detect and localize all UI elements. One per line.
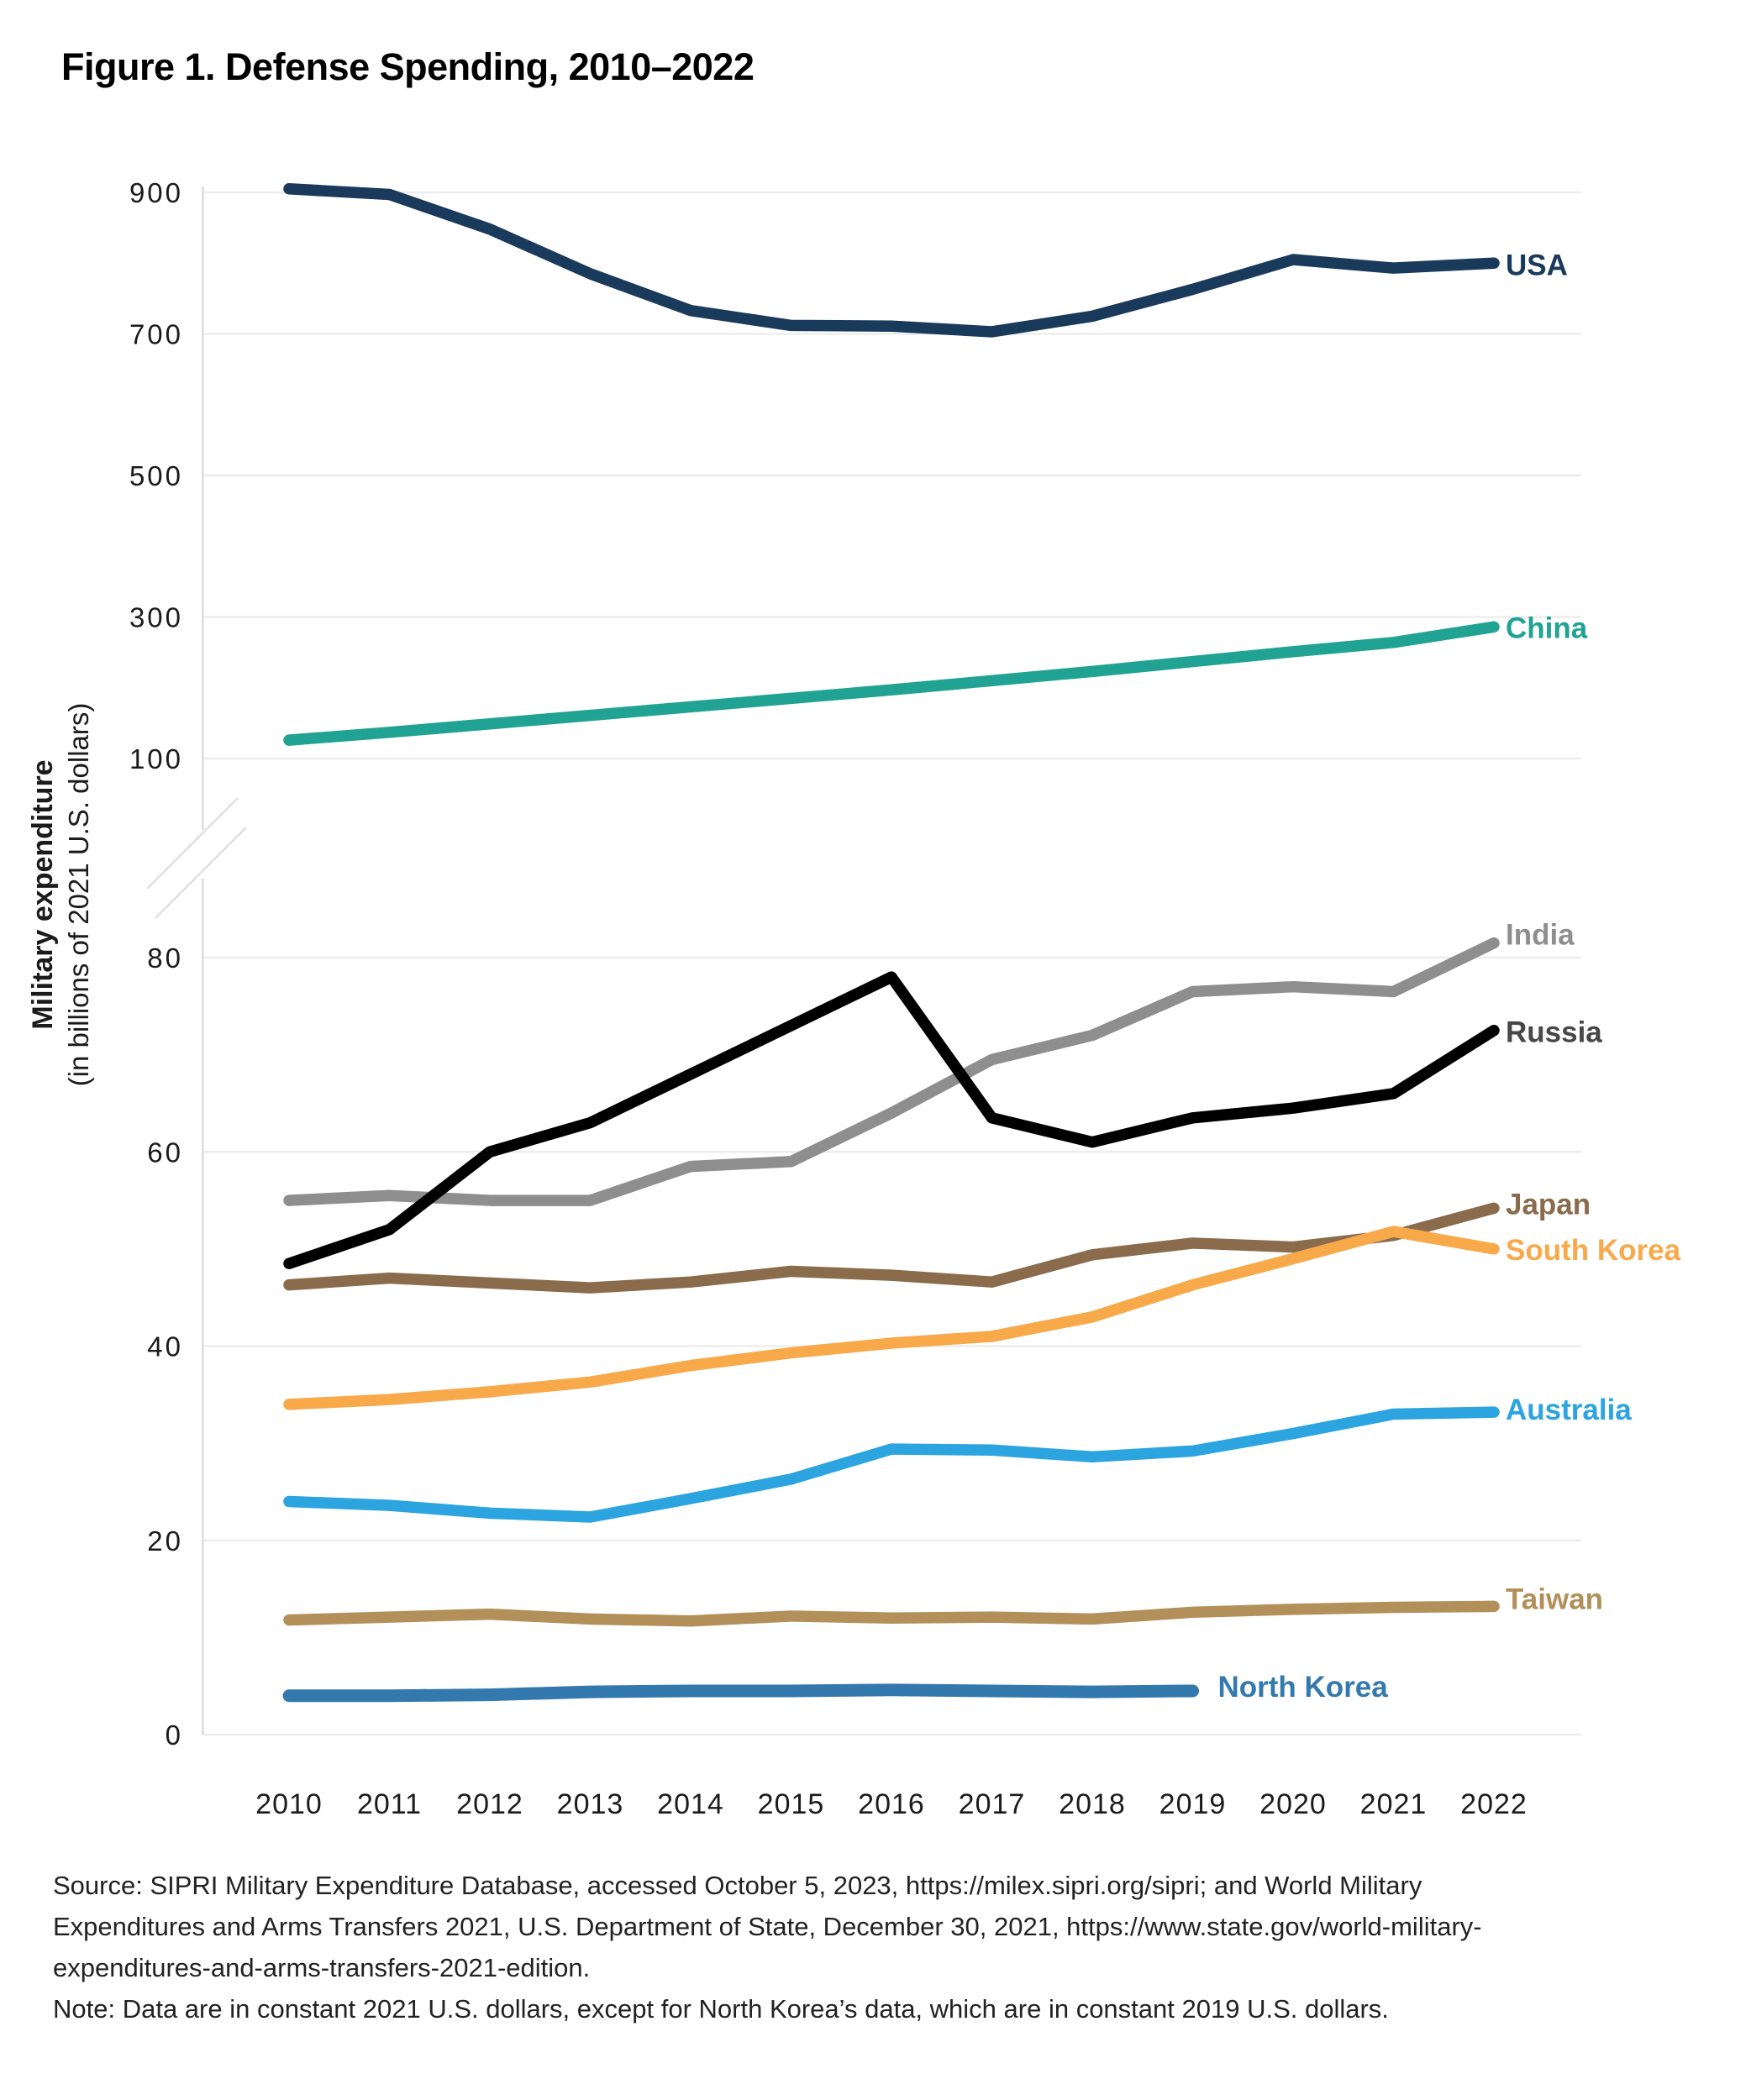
source-text-line: expenditures-and-arms-transfers-2021-edition. xyxy=(53,1953,591,1982)
series-label-russia: Russia xyxy=(1506,1016,1602,1049)
series-label-south-korea: South Korea xyxy=(1506,1233,1681,1267)
series-label-usa: USA xyxy=(1506,249,1568,282)
series-label-australia: Australia xyxy=(1506,1394,1632,1427)
series-label-taiwan: Taiwan xyxy=(1506,1583,1604,1616)
y-tick-300: 300 xyxy=(129,601,183,633)
y-tick-60: 60 xyxy=(147,1137,183,1168)
note-text-line: Note: Data are in constant 2021 U.S. dollars, except for North Korea’s data, which are in constant 2019 U.S. dollars. xyxy=(53,1994,1389,2024)
source-text-line: Expenditures and Arms Transfers 2021, U.S. Department of State, December 30, 2021, https://www.state.gov/world-military- xyxy=(53,1912,1482,1941)
source-note-block xyxy=(53,1865,1717,2029)
x-tick-2018: 2018 xyxy=(1059,1788,1126,1820)
series-line-australia xyxy=(289,1412,1494,1517)
x-tick-2013: 2013 xyxy=(556,1788,624,1820)
y-tick-100: 100 xyxy=(129,743,183,774)
x-tick-2015: 2015 xyxy=(757,1788,825,1820)
y-tick-20: 20 xyxy=(147,1525,183,1557)
series-label-north-korea: North Korea xyxy=(1217,1670,1388,1704)
x-tick-2021: 2021 xyxy=(1359,1788,1428,1820)
x-tick-2012: 2012 xyxy=(456,1788,523,1820)
y-tick-500: 500 xyxy=(129,460,183,491)
series-line-china xyxy=(289,627,1494,740)
y-tick-40: 40 xyxy=(147,1331,183,1362)
y-axis-subtitle: (in billions of 2021 U.S. dollars) xyxy=(63,702,94,1087)
series-line-russia xyxy=(289,977,1494,1263)
x-tick-2017: 2017 xyxy=(958,1788,1026,1820)
series-label-china: China xyxy=(1506,612,1588,645)
y-tick-80: 80 xyxy=(147,942,183,974)
x-tick-2010: 2010 xyxy=(255,1788,323,1820)
x-tick-2022: 2022 xyxy=(1460,1788,1528,1820)
x-tick-2019: 2019 xyxy=(1159,1788,1227,1820)
x-tick-2014: 2014 xyxy=(657,1788,724,1820)
series-line-north-korea xyxy=(289,1690,1193,1696)
y-tick-900: 900 xyxy=(129,177,183,208)
source-text-line: Source: SIPRI Military Expenditure Database, accessed October 5, 2023, https://milex.sipri.org/sipri; and World Military xyxy=(53,1871,1422,1900)
x-tick-2020: 2020 xyxy=(1259,1788,1327,1820)
series-line-taiwan xyxy=(289,1606,1494,1620)
figure-title: Figure 1. Defense Spending, 2010–2022 xyxy=(61,45,755,88)
series-label-india: India xyxy=(1506,918,1575,952)
series-line-south-korea xyxy=(289,1231,1494,1404)
series-label-japan: Japan xyxy=(1506,1188,1591,1221)
y-tick-0: 0 xyxy=(165,1719,183,1751)
axis-break-slash xyxy=(155,827,246,918)
series-line-usa xyxy=(289,189,1494,332)
axis-break-slash xyxy=(147,798,238,889)
x-tick-2011: 2011 xyxy=(356,1788,423,1820)
y-axis-title: Military expenditure xyxy=(27,759,59,1030)
y-tick-700: 700 xyxy=(129,318,183,350)
x-tick-2016: 2016 xyxy=(858,1788,925,1820)
